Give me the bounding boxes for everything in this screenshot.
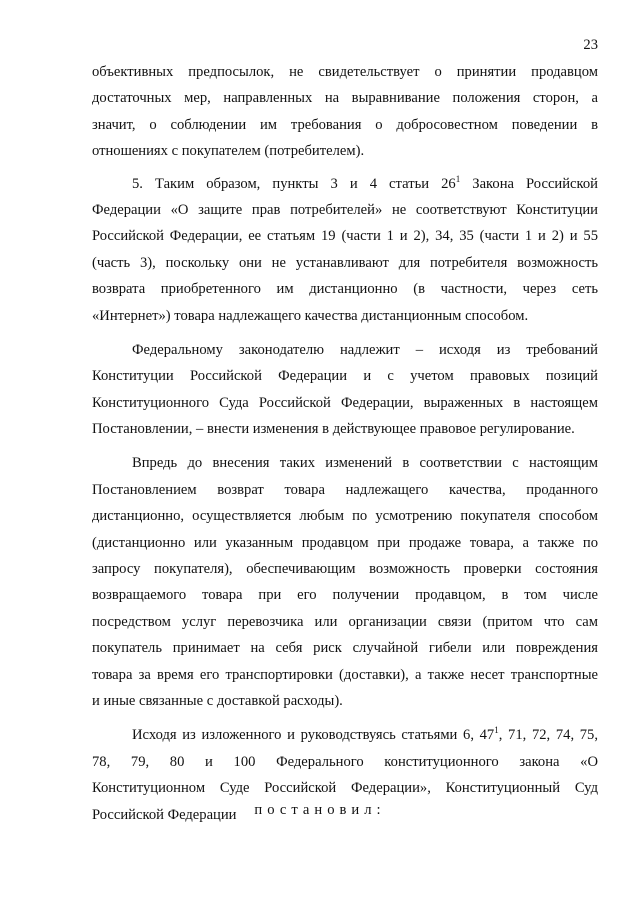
text-line: и иные связанные с доставкой расходы).: [92, 692, 343, 709]
text-line: объективных предпосылок, не свидетельствует о принятии продавцом: [92, 64, 598, 80]
superscript: 1: [455, 173, 461, 184]
text-line: Федерации «О защите прав потребителей» не соответствуют Конституции: [92, 201, 598, 218]
text-line: Российской Федерации, ее статьям 19 (части 1 и 2), 34, 35 (части 1 и 2) и 55: [92, 228, 598, 245]
text-line: товара за время его транспортировки (доставки), а также несет транспортные: [92, 666, 598, 683]
paragraph-conclusion: [92, 171, 598, 329]
body-text: [92, 59, 598, 836]
text-line: Конституционного Суда Российской Федерации, выраженных в настоящем: [92, 394, 598, 411]
text-line: (часть 3), поскольку они не устанавливают для потребителя возможность: [92, 254, 598, 271]
page-number: 23: [583, 37, 598, 53]
text-line: запросу покупателя), обеспечивающим возможность проверки состояния: [92, 561, 598, 578]
text-line: возврата приобретенного им дистанционно (в частности, через сеть: [92, 281, 598, 298]
text-line: достаточных мер, направленных на выравнивание положения сторон, а: [92, 90, 598, 107]
superscript: 1: [494, 725, 499, 736]
paragraph-interim: [92, 450, 598, 714]
text-line: Постановлении, – внести изменения в действующее правовое регулирование.: [92, 421, 575, 438]
text-line: возвращаемого товара при его получении продавцом, в том числе: [92, 587, 598, 604]
text-line: Впредь до внесения таких изменений в соответствии с настоящим: [132, 455, 598, 472]
text-line: Конституции Российской Федерации и с учетом правовых позиций: [92, 368, 598, 385]
text-line: значит, о соблюдении им требования о добросовестном поведении в: [92, 116, 598, 133]
text-line: «Интернет») товара надлежащего качества дистанционным способом.: [92, 307, 529, 324]
text-line: 78, 79, 80 и 100 Федерального конституционного закона «О: [92, 753, 598, 770]
text-line: Конституционном Суде Российской Федерации», Конституционный Суд: [92, 780, 598, 797]
text-line: покупатель принимает на себя риск случайной гибели или повреждения: [92, 640, 598, 657]
text-line: Постановлением возврат товара надлежащего качества, проданного: [92, 481, 598, 498]
text-line: дистанционно, осуществляется любым по усмотрению покупателя способом: [92, 508, 598, 525]
text-line: посредством услуг перевозчика или организации связи (притом что сам: [92, 613, 598, 630]
text-line: Исходя из изложенного и руководствуясь статьями 6, $47^1$, 71, 72, 74, 75,: [132, 725, 599, 744]
text-line: (дистанционно или указанным продавцом при продаже товара, а также по: [92, 534, 598, 551]
text-line: Российской Федерации: [92, 806, 237, 823]
paragraph-legislator: [92, 337, 598, 443]
text-line: 5. Таким образом, пункты 3 и 4 статьи $26^1$ Закона Российской: [132, 173, 598, 192]
paragraph-continuation: [92, 59, 598, 165]
text-line: отношениях с покупателем (потребителем).: [92, 143, 365, 160]
resolution-heading: постановил:: [254, 802, 386, 818]
text-line: Федеральному законодателю надлежит – исходя из требований: [132, 341, 598, 358]
